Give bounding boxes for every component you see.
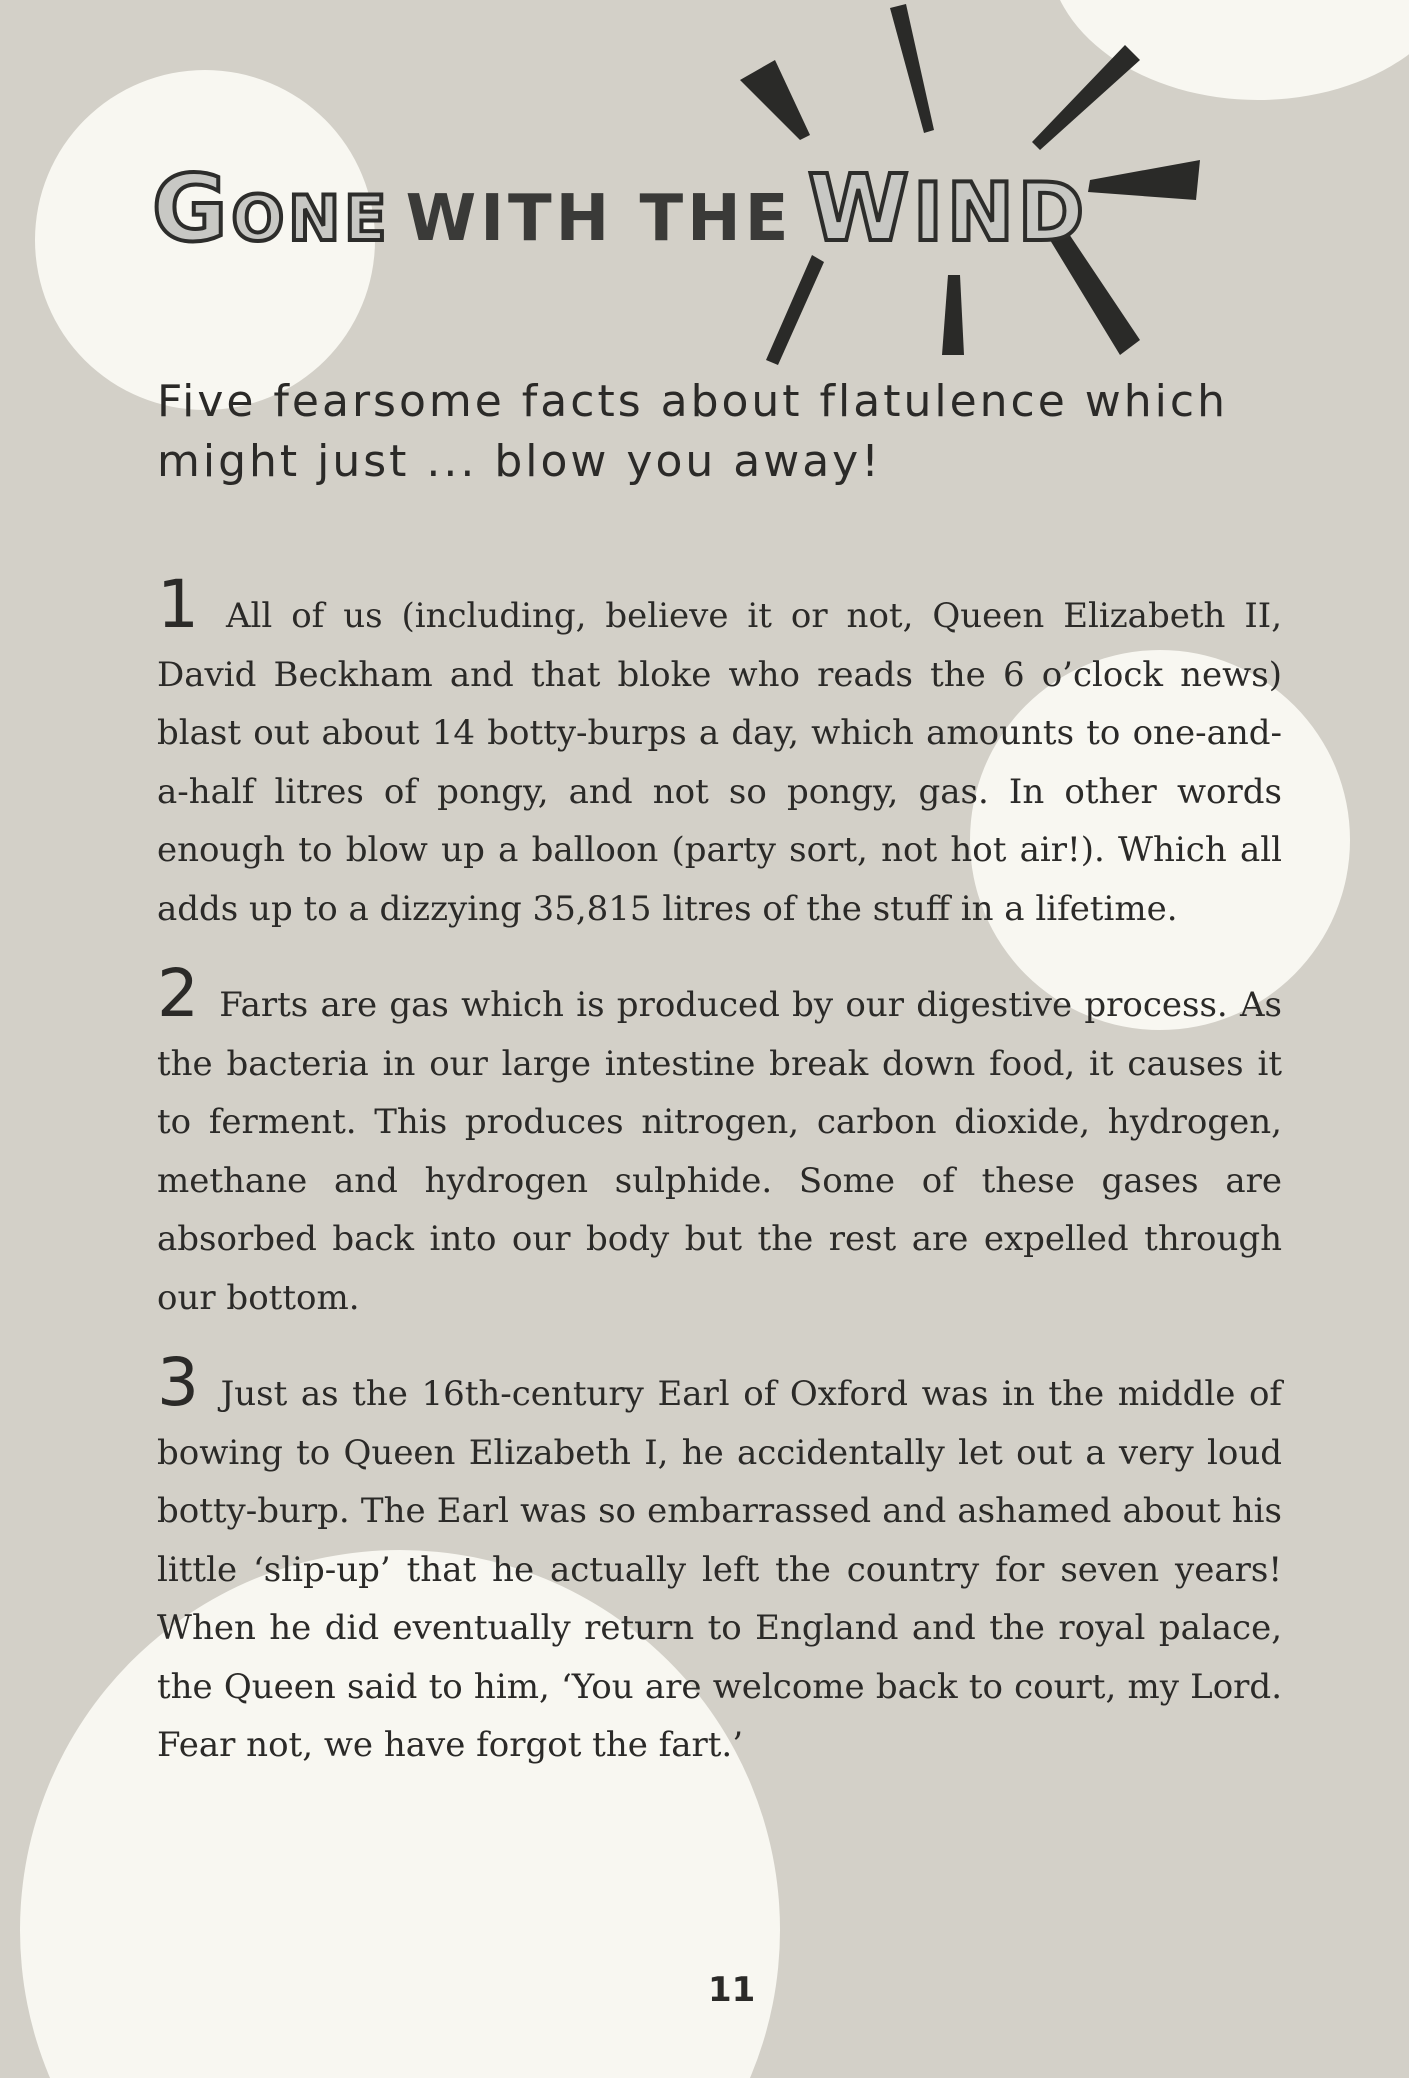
page-number: 11 <box>708 1970 756 2010</box>
title-word-ind: IND <box>913 166 1089 259</box>
title-initial-g: G <box>152 155 232 262</box>
fact-number: 2 <box>157 955 199 1032</box>
fact-text: All of us (including, believe it or not, Queen Elizabeth II, David Beckham and that bloke who reads the 6 o’clock news) blast out about 14 botty-burps a day, which amounts to one-and-a-half litres of pongy, and not so pongy, gas. In other words enough to blow up a balloon (party sort, not hot air!). Which all adds up to a dizzying 35,815 litres of the stuff in a lifetime. <box>157 596 1282 929</box>
subtitle: Five fearsome facts about flatulence which might just ... blow you away! <box>157 376 1228 487</box>
page-title <box>152 155 1088 262</box>
title-initial-w: W <box>807 155 914 262</box>
fact-item <box>157 1344 1282 1775</box>
fact-text: Farts are gas which is produced by our digestive process. As the bacteria in our large intestine break down food, it causes it to ferment. This produces nitrogen, carbon dioxide, hydrogen, methane and hydrogen sulphide. Some of these gases are absorbed back into our body but the rest are expelled through our bottom. <box>157 985 1283 1318</box>
title-word-one: ONE <box>231 182 391 255</box>
facts-list <box>157 566 1283 1811</box>
fact-text: Just as the 16th-century Earl of Oxford was in the middle of bowing to Queen Elizabeth I, he accidentally let out a very loud botty-burp. The Earl was so embarrassed and ashamed about his little ‘slip-up’ that he actually left the country for seven years! When he did eventually return to England and the royal palace, the Queen said to him, ‘You are welcome back to court, my Lord. Fear not, we have forgot the fart.’ <box>157 1374 1282 1765</box>
fact-item <box>157 955 1283 1327</box>
fact-number: 1 <box>157 566 199 643</box>
fact-number: 3 <box>157 1344 199 1421</box>
title-with-the: WITH THE <box>405 182 793 256</box>
fact-item <box>157 566 1282 938</box>
